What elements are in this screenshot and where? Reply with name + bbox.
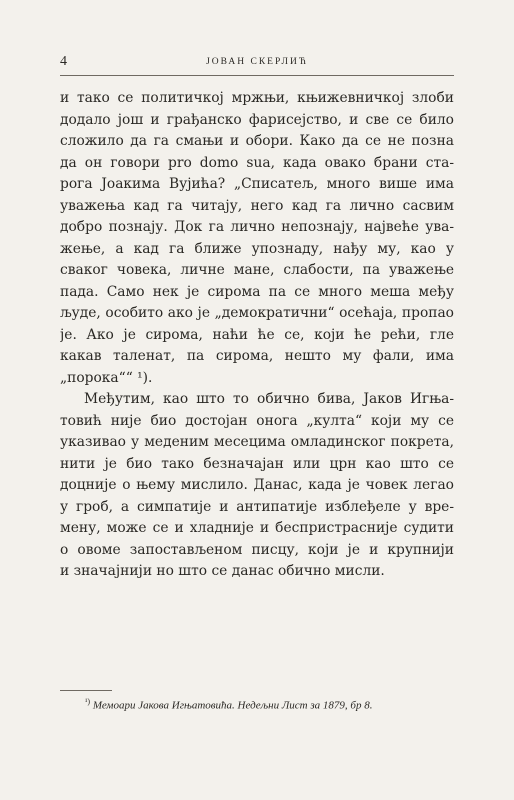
text-line: „порока““ ¹). bbox=[60, 369, 153, 386]
text-line: људе, особито ако је „демократични“ осећаја, пропао bbox=[60, 305, 454, 321]
text-line: пада. Само нек је сирома па се много меша међу bbox=[60, 283, 454, 300]
text-line: и значајнији но што се данас обично мисли. bbox=[60, 563, 385, 579]
text-line: товић није био достојан онога „култа“ који му се bbox=[60, 412, 454, 429]
text-line: додало још и грађанско фарисејство, и све се било bbox=[60, 111, 454, 128]
text-line: добро познају. Док га лично непознају, највеће ува- bbox=[60, 219, 454, 235]
text-line: и тако се политичкој мржњи, књижевничкој злоби bbox=[60, 90, 454, 106]
text-line: у гроб, а симпатије и антипатије изблеђеле у вре- bbox=[60, 498, 454, 515]
page-number: 4 bbox=[60, 54, 67, 69]
footnote bbox=[85, 695, 372, 713]
text-line: уважења кад га читају, него кад га лично сасвим bbox=[60, 197, 454, 214]
text-line: жење, а кад га ближе упознаду, нађу му, као у bbox=[60, 240, 454, 257]
text-line: мену, може се и хладније и беспристрасније судити bbox=[60, 520, 454, 536]
text-line: какав таленат, па сирома, нешто му фали, има bbox=[60, 348, 454, 364]
body-text bbox=[60, 88, 454, 583]
running-head: ЈОВАН СКЕРЛИЋ bbox=[206, 57, 308, 67]
header-rule bbox=[60, 75, 454, 76]
footnote-marker: ¹) bbox=[85, 697, 91, 706]
text-line: доцније о њему мислило. Данас, када је човек легао bbox=[60, 477, 454, 493]
footnote-text: Мемоари Јакова Игњатовића. Недељни Лист за 1879, бр 8. bbox=[92, 699, 373, 712]
text-line: је. Ако је сирома, наћи ће се, који ће рећи, гле bbox=[60, 326, 454, 343]
text-line: Међутим, као што то обично бива, Јаков Игња- bbox=[84, 391, 454, 407]
text-line: рога Јоакима Вујића? „Списатељ, много више има bbox=[60, 176, 454, 192]
footnote-rule bbox=[60, 690, 112, 691]
text-line: сложило да га смањи и обори. Како да се не позна bbox=[60, 133, 454, 149]
text-line: да он говори pro domo sua, када овако брани ста- bbox=[60, 154, 454, 171]
text-line: указивао у меденим месецима омладинског покрета, bbox=[60, 434, 454, 450]
text-line: о овоме запостављеном писцу, који је и крупнији bbox=[60, 541, 454, 558]
text-line: сваког човека, личне мане, слабости, па уважење bbox=[60, 262, 454, 278]
text-line: нити је био тако безначајан или црн као што се bbox=[60, 455, 454, 472]
